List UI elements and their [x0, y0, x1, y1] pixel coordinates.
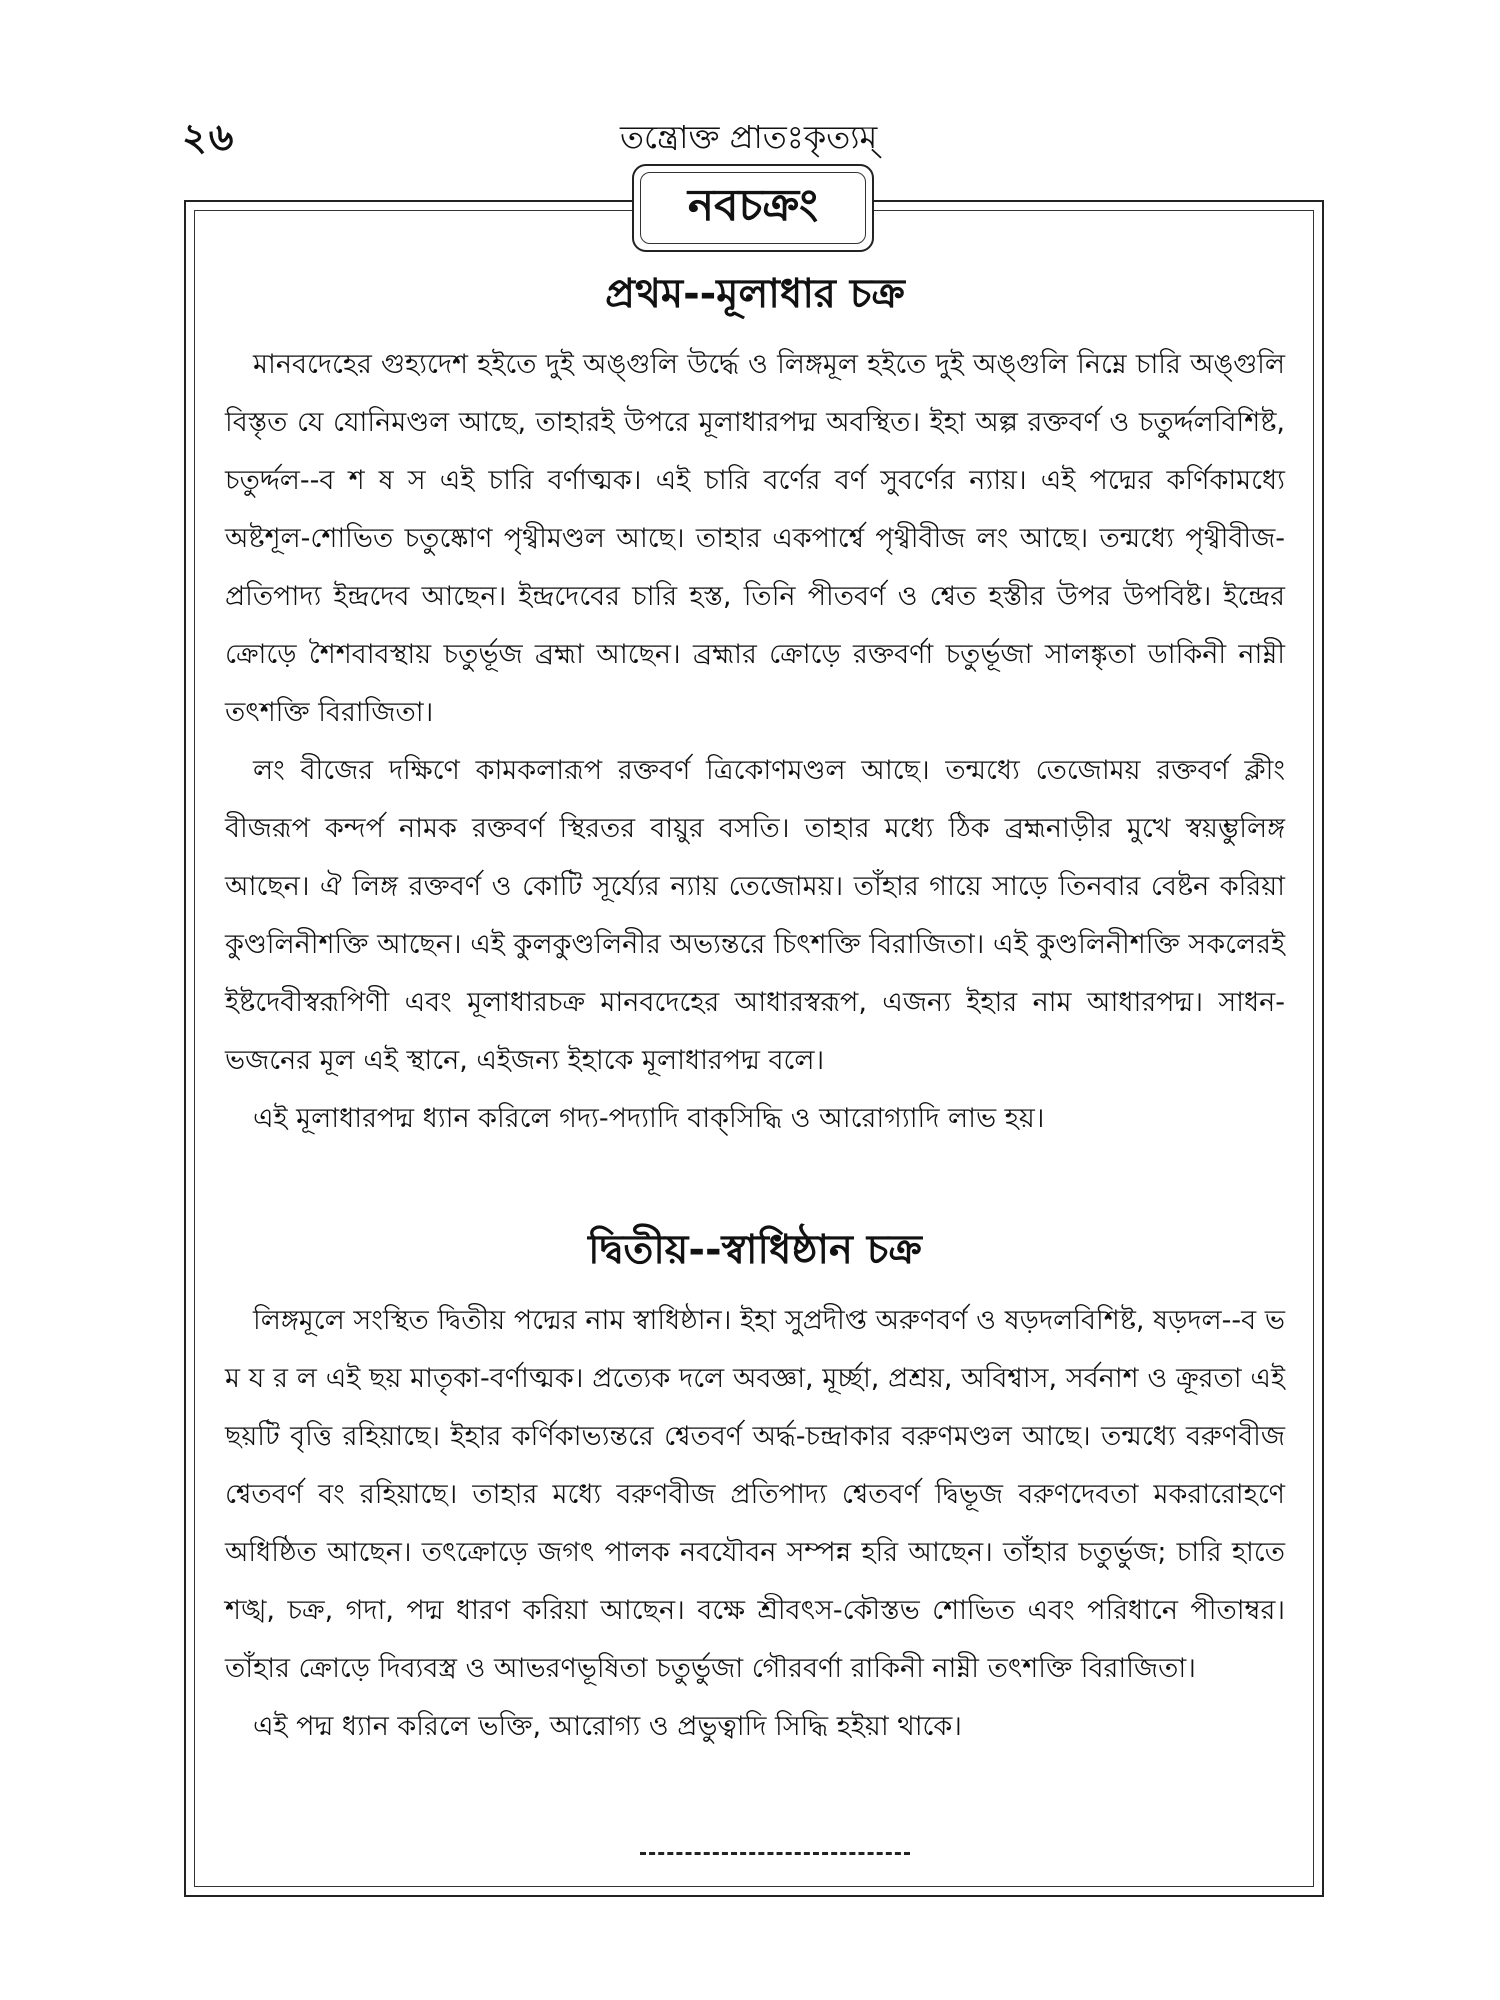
paragraph: মানবদেহের গুহ্যদেশ হইতে দুই অঙ্গুলি উর্দ্ধে ও লিঙ্গমূল হইতে দুই অঙ্গুলি নিম্নে চারি অঙ্গুলি বিস্তৃত যে যোনিমণ্ডল আছে, তাহারই উপরে মূলাধারপদ্ম অবস্থিত। ইহা অল্প রক্তবর্ণ ও চতুর্দ্দলবিশিষ্ট, চতুর্দ্দল--ব শ ষ স এই চারি বর্ণাত্মক। এই চারি বর্ণের বর্ণ সুবর্ণের ন্যায়। এই পদ্মের কর্ণিকামধ্যে অষ্টশূল-শোভিত চতুষ্কোণ পৃথ্বীমণ্ডল আছে। তাহার একপার্শ্বে পৃথ্বীবীজ লং আছে। তন্মধ্যে পৃথ্বীবীজ-প্রতিপাদ্য ইন্দ্রদেব আছেন। ইন্দ্রদেবের চারি হস্ত, তিনি পীতবর্ণ ও শ্বেত হস্তীর উপর উপবিষ্ট। ইন্দ্রের ক্রোড়ে শৈশবাবস্থায় চতুর্ভূজ ব্রহ্মা আছেন। ব্রহ্মার ক্রোড়ে রক্তবর্ণা চতুর্ভূজা সালঙ্কৃতা ডাকিনী নাম্নী তৎশক্তি বিরাজিতা। [225, 349, 1285, 728]
section-heading-svadhisthana: দ্বিতীয়--স্বাধিষ্ঠান চক্র [588, 1227, 922, 1273]
section-heading-muladhara: প্রথম--মূলাধার চক্র [605, 271, 905, 317]
running-title: তন্ত্রোক্ত প্রাতঃকৃত্যম্ [620, 118, 878, 156]
chapter-title: নবচক্রং [640, 172, 866, 244]
title-box [632, 164, 874, 252]
paragraph: এই পদ্ম ধ্যান করিলে ভক্তি, আরোগ্য ও প্রভুত্বাদি সিদ্ধি হইয়া থাকে। [253, 1711, 962, 1742]
paragraph: এই মূলাধারপদ্ম ধ্যান করিলে গদ্য-পদ্যাদি বাক্‌সিদ্ধি ও আরোগ্যাদি লাভ হয়। [253, 1103, 1045, 1134]
paragraph: লিঙ্গমূলে সংস্থিত দ্বিতীয় পদ্মের নাম স্বাধিষ্ঠান। ইহা সুপ্রদীপ্ত অরুণবর্ণ ও ষড়দলবিশিষ্ট, ষড়দল--ব ভ ম য র ল এই ছয় মাতৃকা-বর্ণাত্মক। প্রত্যেক দলে অবজ্ঞা, মূর্চ্ছা, প্রশ্রয়, অবিশ্বাস, সর্বনাশ ও ক্রূরতা এই ছয়টি বৃত্তি রহিয়াছে। ইহার কর্ণিকাভ্যন্তরে শ্বেতবর্ণ অর্দ্ধ-চন্দ্রাকার বরুণমণ্ডল আছে। তন্মধ্যে বরুণবীজ শ্বেতবর্ণ বং রহিয়াছে। তাহার মধ্যে বরুণবীজ প্রতিপাদ্য শ্বেতবর্ণ দ্বিভূজ বরুণদেবতা মকরারোহণে অধিষ্ঠিত আছেন। তৎক্রোড়ে জগৎ পালক নবযৌবন সম্পন্ন হরি আছেন। তাঁহার চতুর্ভুজ; চারি হাতে শঙ্খ, চক্র, গদা, পদ্ম ধারণ করিয়া আছেন। বক্ষে শ্রীবৎস-কৌস্তভ শোভিত এবং পরিধানে পীতাম্বর। তাঁহার ক্রোড়ে দিব্যবস্ত্র ও আভরণভূষিতা চতুর্ভুজা গৌরবর্ণা রাকিনী নাম্নী তৎশক্তি বিরাজিতা। [225, 1305, 1285, 1684]
content [225, 270, 1285, 1756]
paragraph: লং বীজের দক্ষিণে কামকলারূপ রক্তবর্ণ ত্রিকোণমণ্ডল আছে। তন্মধ্যে তেজোময় রক্তবর্ণ ক্লীং বীজরূপ কন্দর্প নামক রক্তবর্ণ স্থিরতর বায়ুর বসতি। তাহার মধ্যে ঠিক ব্রহ্মনাড়ীর মুখে স্বয়ম্ভুলিঙ্গ আছেন। ঐ লিঙ্গ রক্তবর্ণ ও কোটি সূর্য্যের ন্যায় তেজোময়। তাঁহার গায়ে সাড়ে তিনবার বেষ্টন করিয়া কুণ্ডলিনীশক্তি আছেন। এই কুলকুণ্ডলিনীর অভ্যন্তরে চিৎশক্তি বিরাজিতা। এই কুণ্ডলিনীশক্তি সকলেরই ইষ্টদেবীস্বরূপিণী এবং মূলাধারচক্র মানবদেহের আধারস্বরূপ, এজন্য ইহার নাম আধারপদ্ম। সাধন-ভজনের মূল এই স্থানে, এইজন্য ইহাকে মূলাধারপদ্ম বলে। [225, 755, 1285, 1076]
page-number: ২৬ [182, 115, 236, 159]
end-divider [640, 1852, 910, 1855]
